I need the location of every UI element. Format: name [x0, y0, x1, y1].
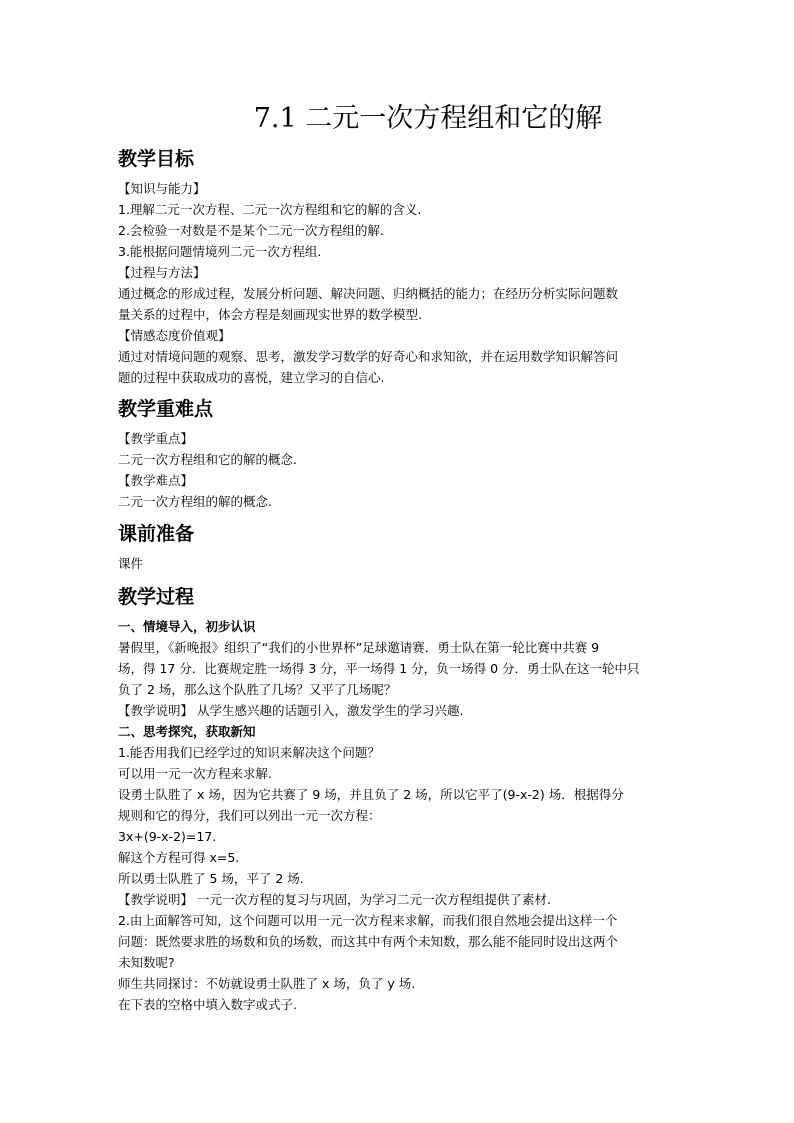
text-line: 可以用一元一次方程来求解. — [118, 766, 272, 781]
text-line: 通过概念的形成过程，发展分析问题、解决问题、归纳概括的能力；在经历分析实际问题数 — [118, 286, 619, 301]
text-line: 通过对情境问题的观察、思考，激发学习数学的好奇心和求知欲，并在运用数学知识解答问 — [118, 349, 619, 364]
subheading: 【过程与方法】 — [118, 265, 206, 280]
text-line: 二元一次方程组和它的解的概念. — [118, 452, 297, 467]
text-line: 课件 — [118, 556, 144, 571]
keypoints-content — [118, 428, 680, 512]
text-line: 在下表的空格中填入数字或式子. — [118, 997, 297, 1012]
text-line: 师生共同探讨：不妨就设勇士队胜了 x 场，负了 y 场. — [118, 976, 416, 991]
text-line: 2.由上面解答可知，这个问题可以用一元一次方程来求解，而我们很自然地会提出这样一个 — [118, 913, 618, 928]
subheading: 【情感态度价值观】 — [118, 328, 231, 343]
subheading: 【知识与能力】 — [118, 181, 206, 196]
step-heading: 二、思考探究，获取新知 — [118, 724, 256, 739]
text-line: 负了 2 场，那么这个队胜了几场？又平了几场呢？ — [118, 682, 397, 697]
text-line: 场，得 17 分．比赛规定胜一场得 3 分，平一场得 1 分，负一场得 0 分．勇士队在这一轮中只 — [118, 661, 640, 676]
text-line: 量关系的过程中，体会方程是刻画现实世界的数学模型. — [118, 307, 422, 322]
section-heading-prep: 课前准备 — [118, 523, 195, 545]
equation: 3x+(9-x-2)=17. — [118, 829, 217, 844]
text-line: 题的过程中获取成功的喜悦，建立学习的自信心. — [118, 370, 385, 385]
step-heading: 一、情境导入，初步认识 — [118, 619, 256, 634]
goals-content — [118, 178, 680, 388]
text-line: 设勇士队胜了 x 场，因为它共赛了 9 场，并且负了 2 场，所以它平了(9-x-2) 场．根据得分 — [118, 787, 624, 802]
text-line: 问题：既然要求胜的场数和负的场数，而这其中有两个未知数，那么能不能同时设出这两个 — [118, 934, 619, 949]
text-line: 未知数呢? — [118, 955, 175, 970]
text-line: 3.能根据问题情境列二元一次方程组. — [118, 244, 322, 259]
text-line: 2.会检验一对数是不是某个二元一次方程组的解. — [118, 223, 384, 238]
teaching-note: 【教学说明】 一元一次方程的复习与巩固，为学习二元一次方程组提供了素材. — [118, 892, 551, 907]
text-line: 暑假里，《新晚报》组织了“我们的小世界杯”足球邀请赛．勇士队在第一轮比赛中共赛 9 — [118, 640, 600, 655]
text-line: 所以勇士队胜了 5 场，平了 2 场. — [118, 871, 304, 886]
subheading: 【教学重点】 — [118, 431, 194, 446]
text-line: 规则和它的得分，我们可以列出一元一次方程： — [118, 808, 381, 823]
section-heading-goals: 教学目标 — [118, 148, 195, 170]
prep-content — [118, 553, 680, 574]
text-line: 二元一次方程组的解的概念. — [118, 494, 272, 509]
teaching-note: 【教学说明】 从学生感兴趣的话题引入，激发学生的学习兴趣. — [118, 703, 464, 718]
section-heading-keypoints: 教学重难点 — [118, 398, 214, 420]
process-content — [118, 616, 680, 1015]
text-line: 解这个方程可得 x=5. — [118, 850, 240, 865]
text-line: 1.能否用我们已经学过的知识来解决这个问题？ — [118, 745, 380, 760]
subheading: 【教学难点】 — [118, 473, 194, 488]
text-line: 1.理解二元一次方程、二元一次方程组和它的解的含义. — [118, 202, 422, 217]
section-heading-process: 教学过程 — [118, 586, 195, 608]
page-title: 7.1 二元一次方程组和它的解 — [253, 103, 603, 134]
